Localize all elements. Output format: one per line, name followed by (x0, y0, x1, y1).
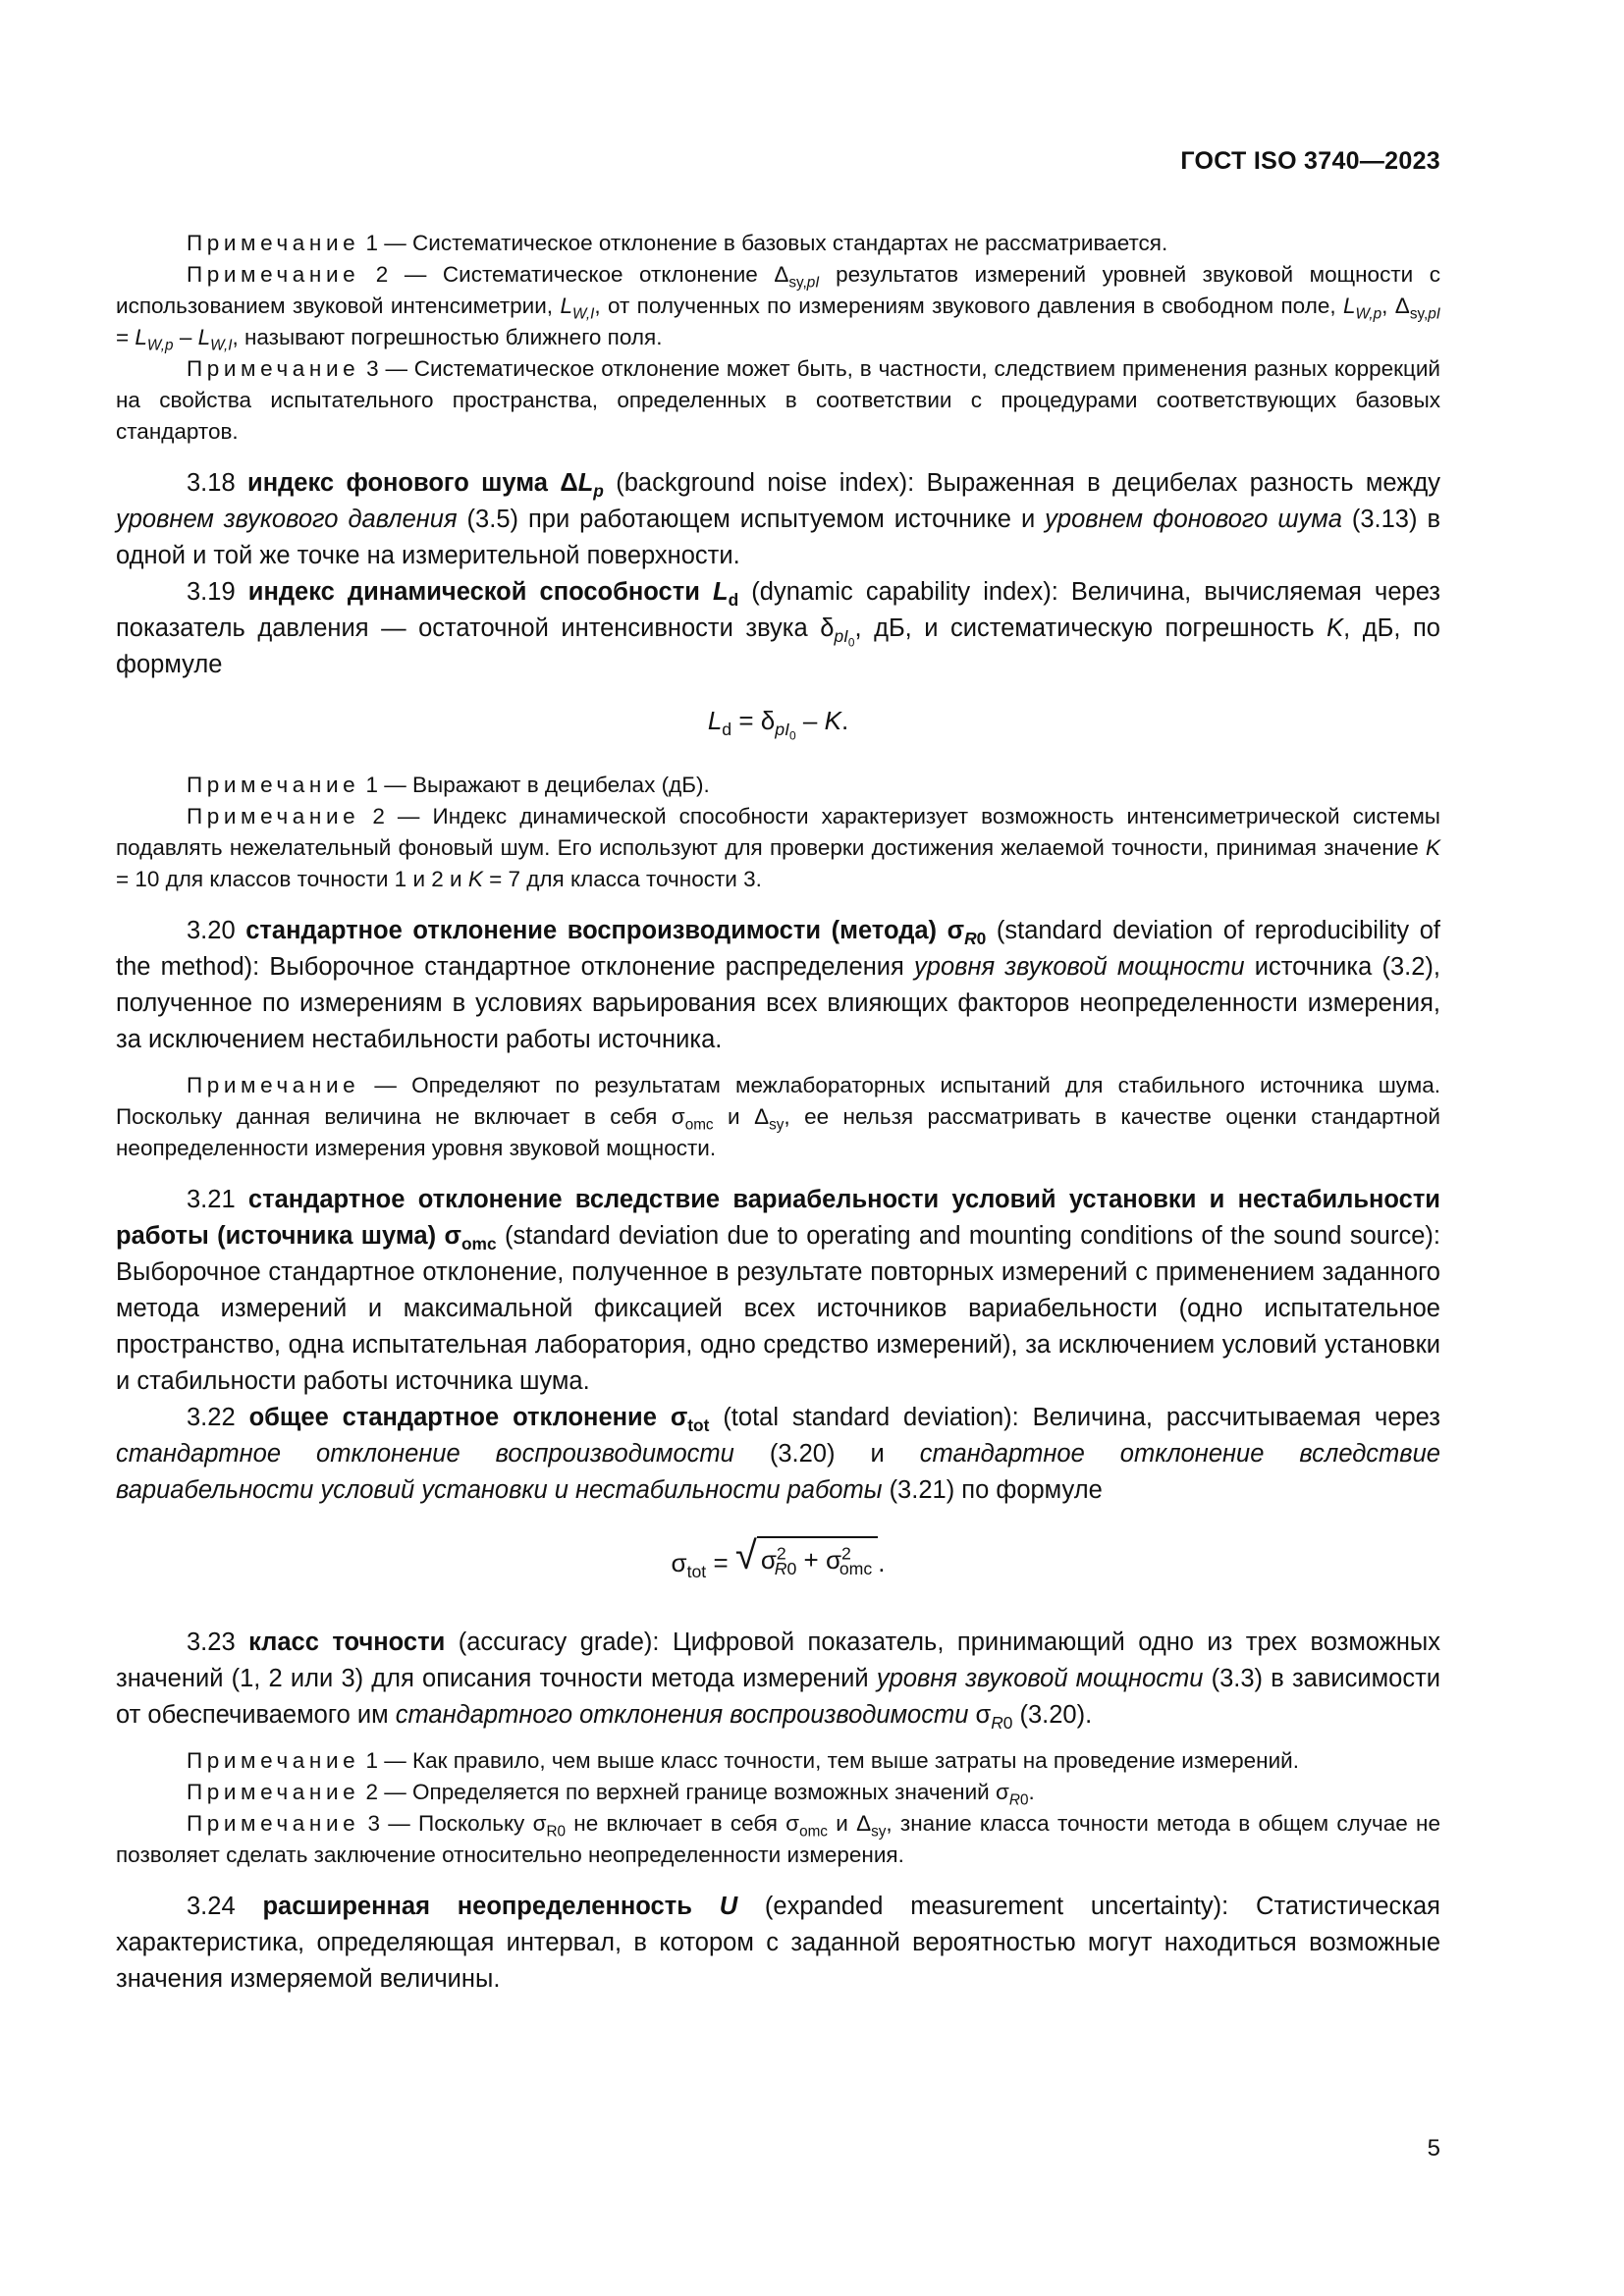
term-3-24: 3.24 расширенная неопределенность U (expanded measurement uncertainty): Статистическая характеристика, определяющая интервал, в котором с заданной вероятностью могут находиться возможные значения измеряемой величины. (116, 1893, 1440, 1993)
formula-ld: $L_d = \delta_{pI_0} - K$. (707, 706, 849, 743)
note-label: Примечание (187, 356, 360, 381)
note-label: Примечание (187, 1748, 360, 1773)
note-label: Примечание (187, 1811, 360, 1836)
note-323-1: Примечание 1 — Как правило, чем выше класс точности, тем выше затраты на проведение измерений. (187, 1748, 1299, 1773)
note-label: Примечание (187, 262, 360, 287)
note-319-1: Примечание 1 — Выражают в децибелах (дБ). (187, 773, 710, 797)
note-top-2: Примечание 2 — Систематическое отклонение $\Delta_{sy,pI}$ результатов измерений уровней звуковой мощности с использованием звуковой интенсиметрии, $L_{W,I}$, от полученных по измерениям звукового давления в свободном поле, $L_{W,p}$, $\Delta_{sy,pI} = L_{W,p} - L_{W,I}$, называют погрешностью ближнего поля. (116, 262, 1440, 354)
term-title: стандартное отклонение вследствие вариабельности условий установки и нестабильности работы (источника шума) (116, 1186, 1440, 1250)
term-3-20: 3.20 стандартное отклонение воспроизводимости (метода) $\sigma_{R0}$ (standard deviation of reproducibility of the method): Выборочное стандартное отклонение распределения уровня звуковой мощности источника (3.2), полученное по измерениям в условиях варьирования всех влияющих факторов неопределенности измерения, за исключением нестабильности работы источника. (116, 917, 1440, 1053)
term-3-23: 3.23 класс точности (accuracy grade): Цифровой показатель, принимающий одно из трех возможных значений (1, 2 или 3) для описания точности метода измерений уровня звуковой мощности (3.3) в зависимости от обеспечиваемого им стандартного отклонения воспроизводимости $\sigma_{R0}$ (3.20). (116, 1629, 1440, 1734)
term-title: индекс фонового шума (247, 469, 548, 497)
note-320: Примечание — Определяют по результатам межлабораторных испытаний для стабильного источника шума. Поскольку данная величина не включает в себя $\sigma_{omc}$ и $\Delta_{sy}$, ее нельзя рассматривать в качестве оценки стандартной неопределенности измерения уровня звуковой мощности. (116, 1073, 1441, 1160)
note-323-3: Примечание 3 — Поскольку $\sigma_{R0}$ не включает в себя $\sigma_{omc}$ и $\Delta_{sy}$, знание класса точности метода в общем случае не позволяет сделать заключение относительно неопределенности измерения. (116, 1811, 1440, 1867)
term-title: общее стандартное отклонение (248, 1404, 657, 1431)
term-3-18: 3.18 индекс фонового шума $\Delta L_p$ (background noise index): Выраженная в децибелах разность между уровнем звукового давления (3.5) при работающем испытуемом источнике и уровнем фонового шума (3.13) в одной и той же точке на измерительной поверхности. (116, 469, 1441, 569)
term-3-22: 3.22 общее стандартное отклонение $\sigma_{tot}$ (total standard deviation): Величина, рассчитываемая через стандартное отклонение воспроизводимости (3.20) и стандартное отклонение вследствие вариабельности условий установки и нестабильности работы (3.21) по формуле (116, 1404, 1440, 1504)
note-top-1: Примечание 1 — Систематическое отклонение в базовых стандартах не рассматривается. (187, 231, 1168, 255)
note-label: Примечание (187, 1073, 360, 1097)
term-title: расширенная неопределенность (262, 1893, 692, 1920)
page-number: 5 (1427, 2135, 1440, 2162)
note-label: Примечание (187, 773, 360, 797)
standard-header: ГОСТ ISO 3740—2023 (1180, 147, 1440, 175)
term-3-21: 3.21 стандартное отклонение вследствие вариабельности условий установки и нестабильности работы (источника шума) $\sigma_{omc}$ (standard deviation due to operating and mounting conditions of the sound source): Выборочное стандартное отклонение, полученное в результате повторных измерений с применением заданного метода измерений и максимальной фиксацией всех источников вариабельности (одно испытательное пространство, одна испытательная лаборатория, одно средство измерений), за исключением условий установки и стабильности работы источника шума. (116, 1186, 1440, 1395)
formula-sigma-tot: $\sigma_{tot}$ = √ $\sigma^2_{R0} + \sigma^2_{omc}$ . (671, 1534, 886, 1581)
term-3-19: 3.19 индекс динамической способности $L_d$ (dynamic capability index): Величина, вычисляемая через показатель давления — остаточной интенсивности звука $\delta_{pI_0}$, дБ, и систематическую погрешность K, дБ, по формуле (116, 578, 1441, 678)
term-title: класс точности (248, 1629, 446, 1656)
note-label: Примечание (187, 1780, 360, 1804)
term-title: индекс динамической способности (247, 578, 700, 606)
note-323-2: Примечание 2 — Определяется по верхней границе возможных значений $\sigma_{R0}$. (187, 1780, 1035, 1809)
note-top-3: Примечание 3 — Систематическое отклонение может быть, в частности, следствием применения разных коррекций на свойства испытательного пространства, определенных в соответствии с процедурами соответствующих базовых стандартов. (116, 356, 1440, 444)
note-label: Примечание (187, 231, 360, 255)
note-label: Примечание (187, 804, 360, 828)
note-319-2: Примечание 2 — Индекс динамической способности характеризует возможность интенсиметрической системы подавлять нежелательный фоновый шум. Его используют для проверки достижения желаемой точности, принимая значение K = 10 для классов точности 1 и 2 и K = 7 для класса точности 3. (116, 804, 1440, 891)
term-title: стандартное отклонение воспроизводимости (метода) (245, 917, 938, 944)
page-content (116, 228, 1440, 1998)
